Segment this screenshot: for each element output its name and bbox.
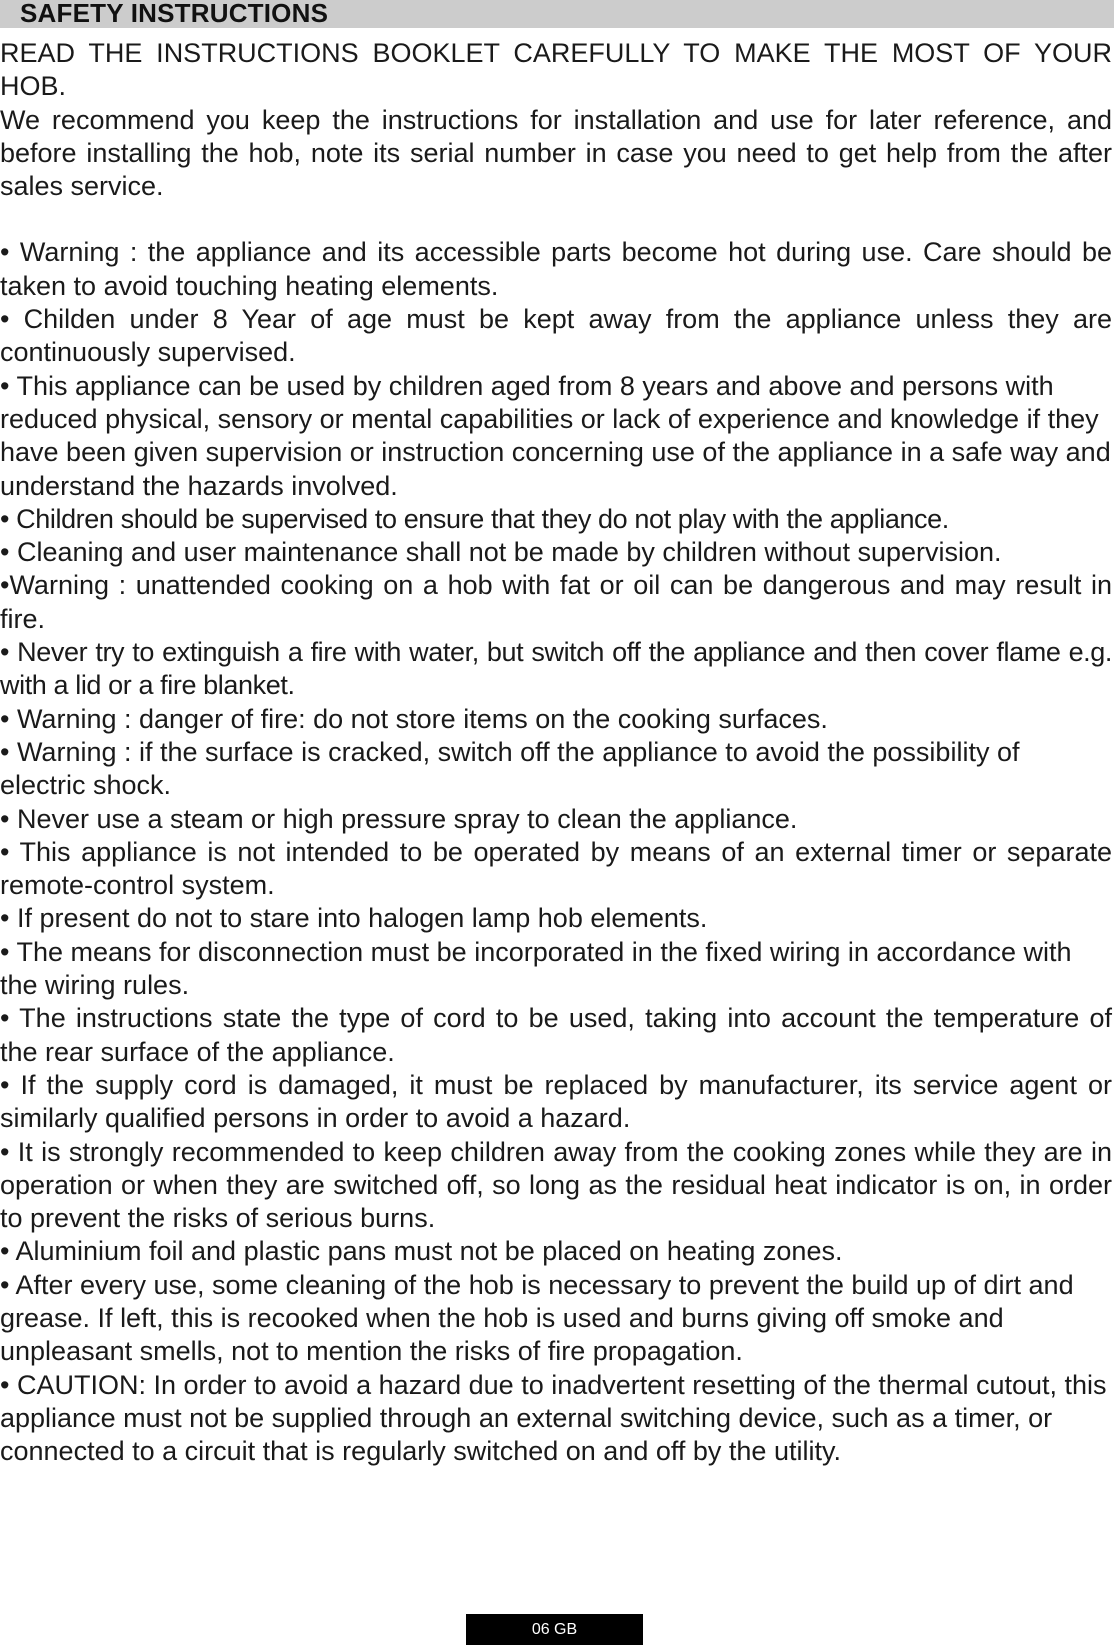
safety-item: • Childen under 8 Year of age must be kept away from the appliance unless they are continuously supervised.: [0, 304, 1112, 368]
section-header-bar: [0, 0, 1114, 28]
safety-item: • Never try to extinguish a fire with water, but switch off the appliance and then cover flame e.g. with a lid or a fire blanket.: [0, 637, 1112, 701]
safety-item: • Children should be supervised to ensure that they do not play with the appliance.: [0, 503, 949, 534]
safety-item: • Aluminium foil and plastic pans must not be placed on heating zones.: [0, 1236, 843, 1267]
safety-item: • If present do not to stare into halogen lamp hob elements.: [0, 903, 708, 934]
safety-item: • It is strongly recommended to keep children away from the cooking zones while they are in operation or when they are switched off, so long as the residual heat indicator is on, in order to prevent the risks of serious burns.: [0, 1136, 1112, 1234]
safety-item: • The instructions state the type of cord to be used, taking into account the temperature of the rear surface of the appliance.: [0, 1003, 1112, 1067]
safety-item: •Warning : unattended cooking on a hob with fat or oil can be dangerous and may result in fire.: [0, 570, 1112, 634]
intro-recommend-text: We recommend you keep the instructions for installation and use for later reference, and before installing the hob, note its serial number in case you need to get help from the after sales service.: [0, 104, 1112, 202]
paragraph-spacer: [0, 203, 1112, 236]
safety-item: • Never use a steam or high pressure spray to clean the appliance.: [0, 803, 798, 834]
safety-item: • Warning : the appliance and its accessible parts become hot during use. Care should be taken to avoid touching heating elements.: [0, 237, 1112, 301]
safety-item: • Warning : danger of fire: do not store items on the cooking surfaces.: [0, 703, 828, 734]
safety-item: • CAUTION: In order to avoid a hazard due to inadvertent resetting of the thermal cutout, this appliance must not be supplied through an external switching device, such as a timer, or connected to a circuit that is regularly switched on and off by the utility.: [0, 1369, 1107, 1467]
instructions-body: [0, 37, 1112, 1468]
safety-item: • The means for disconnection must be incorporated in the fixed wiring in accordance with the wiring rules.: [0, 936, 1072, 1001]
safety-item: • This appliance is not intended to be operated by means of an external timer or separate remote-control system.: [0, 836, 1112, 901]
safety-item: • This appliance can be used by children aged from 8 years and above and persons with reduced physical, sensory or mental capabilities or lack of experience and knowledge if they have been given supervision or instruction concerning use of the appliance in a safe way and understand the hazards involved.: [0, 370, 1111, 501]
safety-item: • Warning : if the surface is cracked, switch off the appliance to avoid the possibility of electric shock.: [0, 736, 1020, 801]
intro-lead-text: READ THE INSTRUCTIONS BOOKLET CAREFULLY TO MAKE THE MOST OF YOUR HOB.: [0, 38, 1112, 102]
safety-item: • Cleaning and user maintenance shall not be made by children without supervision.: [0, 537, 1002, 568]
page-number-label: 06 GB: [466, 1614, 643, 1645]
safety-item: • After every use, some cleaning of the hob is necessary to prevent the build up of dirt and grease. If left, this is recooked when the hob is used and burns giving off smoke and unpleasant smells, not to mention the risks of fire propagation.: [0, 1269, 1074, 1367]
safety-item: • If the supply cord is damaged, it must be replaced by manufacturer, its service agent or similarly qualified persons in order to avoid a hazard.: [0, 1069, 1112, 1134]
section-title: SAFETY INSTRUCTIONS: [20, 0, 329, 28]
